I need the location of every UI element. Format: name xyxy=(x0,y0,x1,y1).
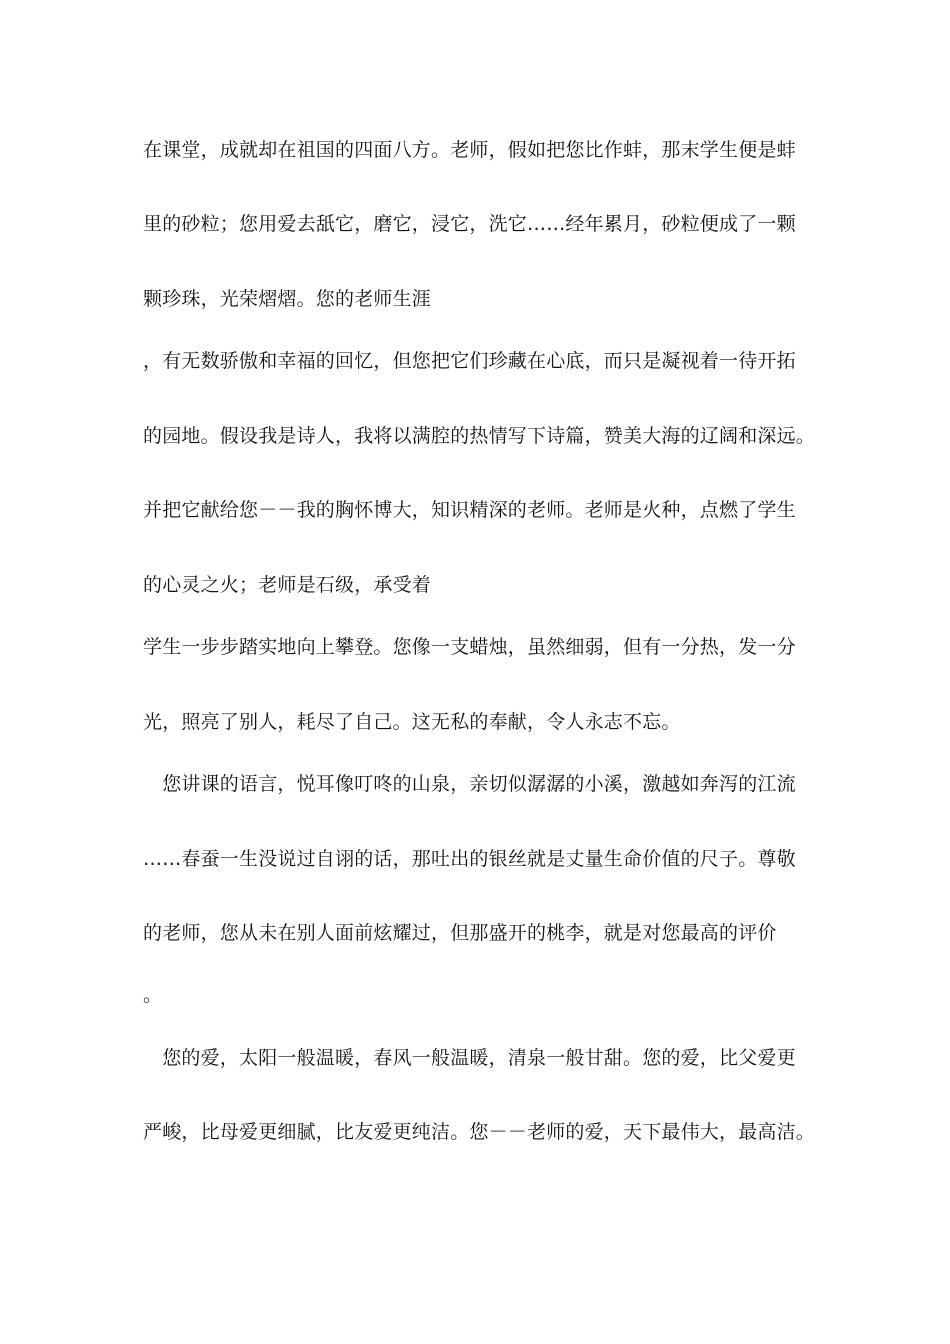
text-line: 的园地。假设我是诗人，我将以满腔的热情写下诗篇，赞美大海的辽阔和深远。 xyxy=(143,425,816,447)
text-line: 您的爱，太阳一般温暖，春风一般温暖，清泉一般甘甜。您的爱，比父爱更 xyxy=(143,1047,796,1069)
text-line: 。 xyxy=(143,984,163,1006)
text-line: 严峻，比母爱更细腻，比友爱更纯洁。您－－老师的爱，天下最伟大，最高洁。 xyxy=(143,1121,816,1143)
text-line: ……春蚕一生没说过自诩的话，那吐出的银丝就是丈量生命价值的尺子。尊敬 xyxy=(143,848,796,870)
text-line: 里的砂粒；您用爱去舐它，磨它，浸它，洗它……经年累月，砂粒便成了一颗 xyxy=(143,213,796,235)
text-line: 您讲课的语言，悦耳像叮咚的山泉，亲切似潺潺的小溪，激越如奔泻的江流 xyxy=(143,773,796,795)
text-line: 学生一步步踏实地向上攀登。您像一支蜡烛，虽然细弱，但有一分热，发一分 xyxy=(143,636,796,658)
text-line: ，有无数骄傲和幸福的回忆，但您把它们珍藏在心底，而只是凝视着一待开拓 xyxy=(143,350,796,372)
text-line: 的老师，您从未在别人面前炫耀过，但那盛开的桃李，就是对您最高的评价 xyxy=(143,922,777,944)
text-line: 颗珍珠，光荣熠熠。您的老师生涯 xyxy=(143,288,432,310)
text-line: 并把它献给您－－我的胸怀博大，知识精深的老师。老师是火种，点燃了学生 xyxy=(143,499,796,521)
text-line: 在课堂，成就却在祖国的四面八方。老师，假如把您比作蚌，那末学生便是蚌 xyxy=(143,139,796,161)
text-line: 光，照亮了别人，耗尽了自己。这无私的奉献，令人永志不忘。 xyxy=(143,711,681,733)
text-line: 的心灵之火；老师是石级，承受着 xyxy=(143,574,432,596)
